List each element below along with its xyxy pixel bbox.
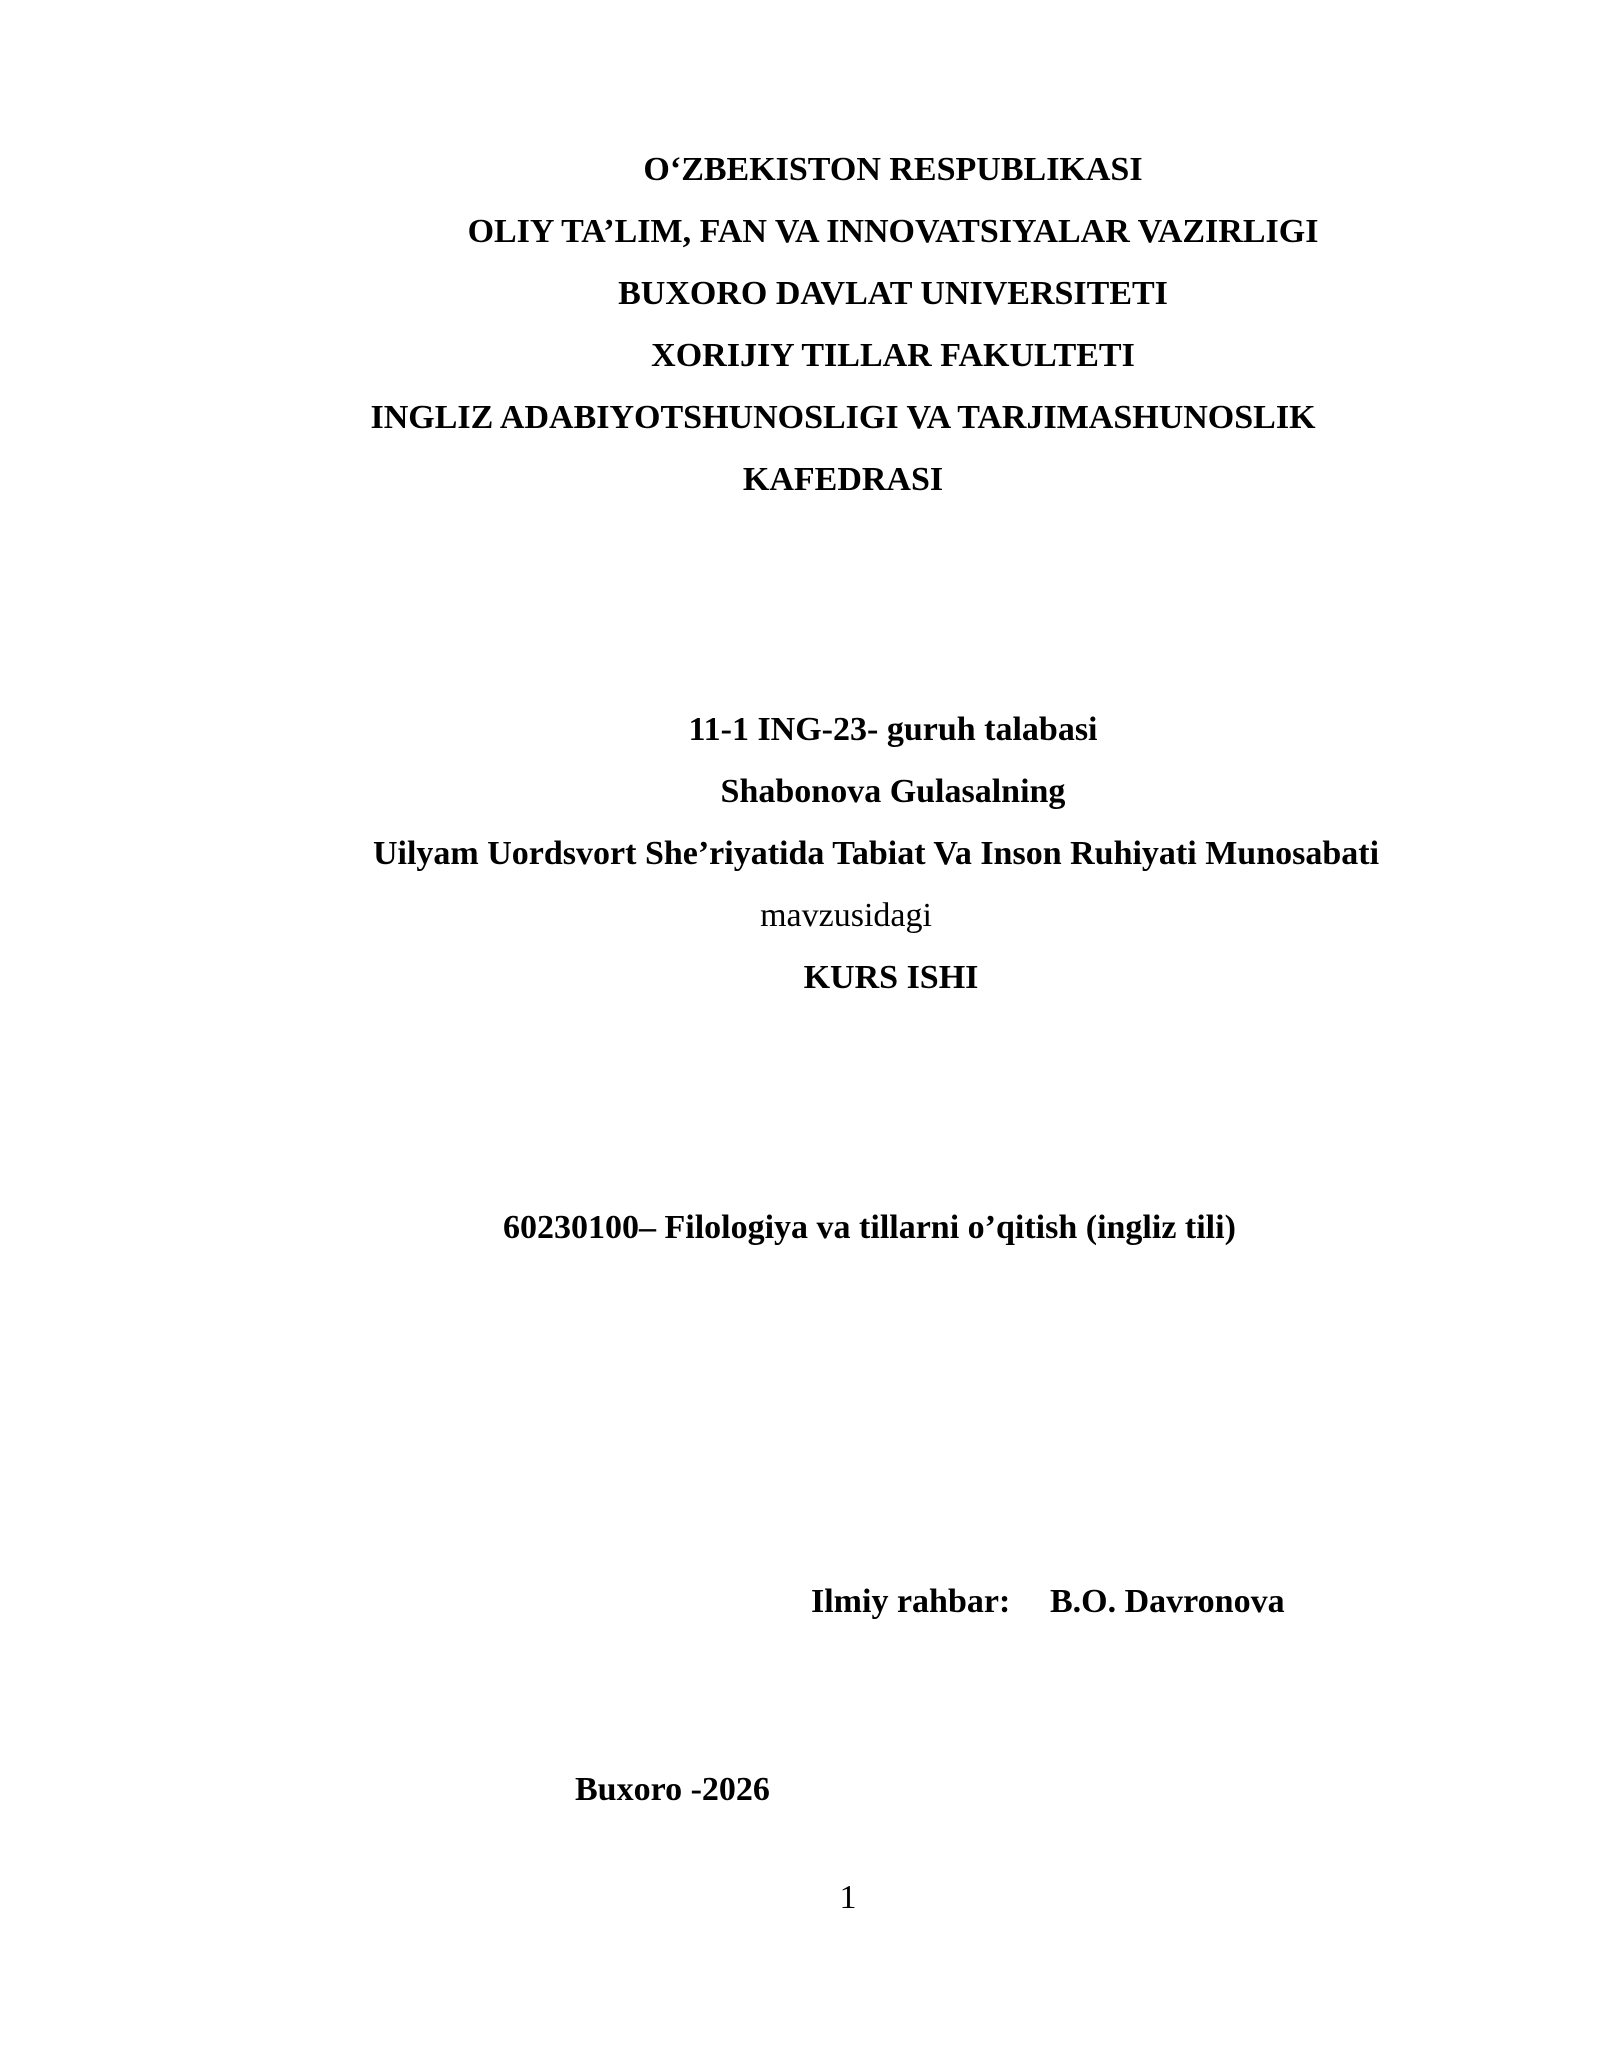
place-year: Buxoro -2026 (575, 1771, 770, 1808)
supervisor-name: B.O. Davronova (1050, 1583, 1285, 1620)
student-name: Shabonova Gulasalning (720, 773, 1066, 810)
page-number: 1 (839, 1879, 857, 1916)
student-group: 11-1 ING-23- guruh talabasi (688, 711, 1098, 748)
specialty: 60230100– Filologiya va tillarni o’qitish (ingliz tili) (503, 1209, 1236, 1246)
topic-suffix: mavzusidagi (760, 897, 932, 934)
header-faculty: XORIJIY TILLAR FAKULTETI (651, 337, 1135, 374)
header-department-cont: KAFEDRASI (742, 461, 944, 498)
header-country: O‘ZBEKISTON RESPUBLIKASI (643, 151, 1143, 188)
header-department: INGLIZ ADABIYOTSHUNOSLIGI VA TARJIMASHUNOSLIK (370, 399, 1316, 436)
header-ministry: OLIY TA’LIM, FAN VA INNOVATSIYALAR VAZIRLIGI (467, 213, 1319, 250)
supervisor-label: Ilmiy rahbar: (811, 1583, 1011, 1620)
topic-title: Uilyam Uordsvort She’riyatida Tabiat Va Inson Ruhiyati Munosabati (372, 835, 1380, 872)
header-university: BUXORO DAVLAT UNIVERSITETI (618, 275, 1168, 312)
work-type: KURS ISHI (803, 959, 979, 996)
